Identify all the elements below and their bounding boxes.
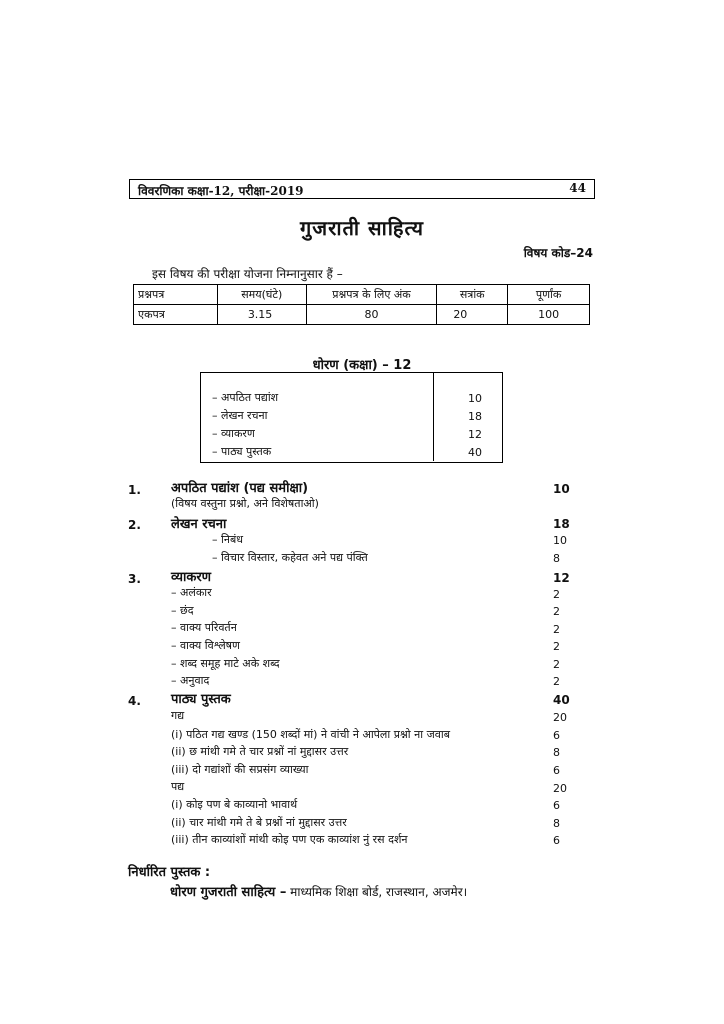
prescribed-heading: निर्धारित पुस्तक : [128, 865, 211, 880]
summary-label: – पाठ्य पुस्तक [212, 445, 272, 458]
section-number: 2. [128, 518, 141, 532]
item-marks: 2 [553, 675, 560, 688]
subject-code: विषय कोड–24 [523, 246, 593, 260]
list-item: (i) कोइ पण बे काव्यानो भावार्थ [171, 798, 298, 811]
list-item: – विचार विस्तार, कहेवत अने पद्य पंक्ति [212, 551, 368, 564]
summary-divider [433, 373, 434, 461]
table-header-cell: प्रश्नपत्र के लिए अंक [306, 285, 437, 305]
table-header-cell: सत्रांक [437, 285, 508, 305]
section-title: व्याकरण [171, 570, 212, 585]
section-marks: 12 [553, 571, 570, 585]
summary-label: – व्याकरण [212, 427, 255, 440]
table-header-cell: समय(घंटे) [217, 285, 306, 305]
padya-marks: 20 [553, 782, 567, 795]
page-number: 44 [569, 181, 586, 195]
section-number: 4. [128, 694, 141, 708]
list-item: – अलंकार [171, 586, 212, 599]
list-item: (iii) तीन काव्यांशों मांथी कोइ पण एक काव्यांश नुं रस दर्शन [171, 833, 408, 846]
header-title: विवरणिका कक्षा-12, परीक्षा-2019 [138, 184, 304, 198]
list-item: – शब्द समूह माटे अके शब्द [171, 657, 280, 670]
section-marks: 10 [553, 482, 570, 496]
item-marks: 2 [553, 640, 560, 653]
item-marks: 6 [553, 799, 560, 812]
summary-marks: 12 [468, 428, 482, 441]
section-title: अपठित पद्यांश (पद्य समीक्षा) [171, 481, 309, 496]
list-item: – वाक्य परिवर्तन [171, 621, 237, 634]
item-marks: 6 [553, 729, 560, 742]
marks-summary-box [200, 372, 503, 463]
standard-title: धोरण (कक्षा) – 12 [312, 358, 412, 373]
table-header-row [134, 285, 590, 305]
section-marks: 40 [553, 693, 570, 707]
item-marks: 2 [553, 605, 560, 618]
summary-label: – अपठित पद्यांश [212, 391, 279, 404]
item-marks: 2 [553, 588, 560, 601]
section-title: लेखन रचना [171, 517, 227, 532]
table-header-cell: पूर्णांक [508, 285, 590, 305]
exam-scheme-table [133, 284, 590, 325]
publisher: माध्यमिक शिक्षा बोर्ड, राजस्थान, अजमेर। [290, 885, 468, 899]
item-marks: 8 [553, 746, 560, 759]
table-cell: 3.15 [217, 305, 306, 325]
section-note: (विषय वस्तुना प्रश्नो, अने विशेषताओ) [171, 497, 319, 510]
item-marks: 8 [553, 552, 560, 565]
item-marks: 10 [553, 534, 567, 547]
list-item: – छंद [171, 604, 194, 617]
header-box [129, 179, 595, 199]
page-title: गुजराती साहित्य [300, 216, 424, 240]
list-item: (iii) दो गद्यांशों की सप्रसंग व्याख्या [171, 763, 309, 776]
gadya-marks: 20 [553, 711, 567, 724]
intro-text: इस विषय की परीक्षा योजना निम्नानुसार हैं – [152, 267, 343, 281]
summary-marks: 10 [468, 392, 482, 405]
padya-label: पद्य [171, 780, 185, 793]
section-number: 1. [128, 483, 141, 497]
section-number: 3. [128, 572, 141, 586]
list-item: (ii) चार मांथी गमे ते बे प्रश्नों नां मुद्दासर उत्तर [171, 816, 347, 829]
summary-marks: 18 [468, 410, 482, 423]
book-title: धोरण गुजराती साहित्य – [170, 885, 287, 900]
list-item: – अनुवाद [171, 674, 210, 687]
item-marks: 6 [553, 834, 560, 847]
table-cell: 100 [508, 305, 590, 325]
table-cell: एकपत्र [134, 305, 218, 325]
section-marks: 18 [553, 517, 570, 531]
prescribed-book [170, 882, 467, 900]
list-item: (ii) छ मांथी गमे ते चार प्रश्नों नां मुद्दासर उत्तर [171, 745, 349, 758]
table-header-cell: प्रश्नपत्र [134, 285, 218, 305]
gadya-label: गद्य [171, 709, 185, 722]
item-marks: 2 [553, 623, 560, 636]
table-row [134, 305, 590, 325]
summary-marks: 40 [468, 446, 482, 459]
table-cell: 80 [306, 305, 437, 325]
item-marks: 8 [553, 817, 560, 830]
table-cell: 20 [437, 305, 508, 325]
section-title: पाठ्य पुस्तक [171, 692, 231, 707]
list-item: – वाक्य विश्लेषण [171, 639, 240, 652]
list-item: – निबंध [212, 533, 243, 546]
list-item: (i) पठित गद्य खण्ड (150 शब्दों मां) ने वांची ने आपेला प्रश्नो ना जवाब [171, 728, 450, 741]
summary-label: – लेखन रचना [212, 409, 268, 422]
item-marks: 6 [553, 764, 560, 777]
item-marks: 2 [553, 658, 560, 671]
